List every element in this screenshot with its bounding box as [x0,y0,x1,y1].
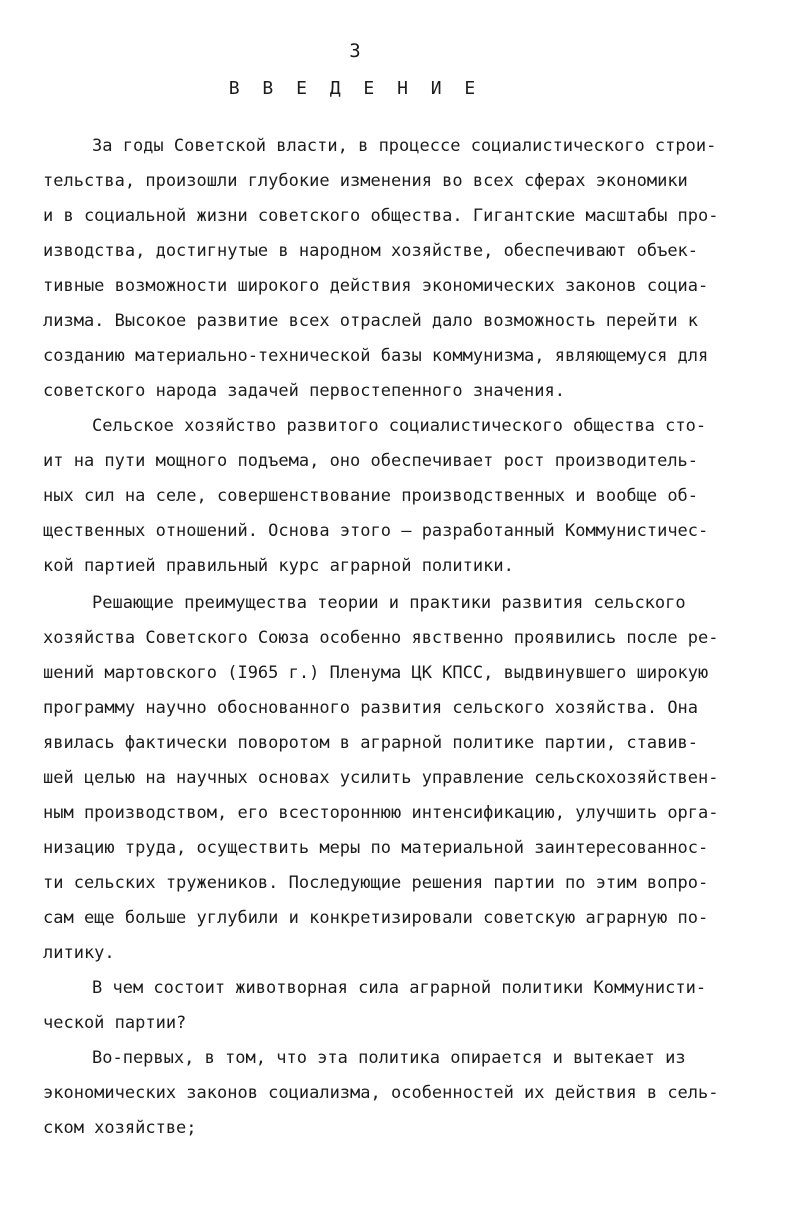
text-line: щественных отношений. Основа этого – разработанный Коммунистичес- [43,521,709,541]
text-line: советского народа задачей первостепенного значения. [43,381,565,401]
text-line: сам еще больше углубили и конкретизировали советскую аграрную по- [43,908,709,928]
text-line: шений мартовского (I965 г.) Пленума ЦК КПСС, выдвинувшего широкую [43,663,709,683]
text-line: Сельское хозяйство развитого социалистического общества сто- [92,416,707,436]
text-line: шей целью на научных основах усилить управление сельскохозяйствен- [43,768,719,788]
text-line: ческой партии? [43,1013,187,1033]
text-line: явилась фактически поворотом в аграрной политике партии, ставив- [43,733,699,753]
page-number: 3 [349,40,361,62]
text-line: низацию труда, осуществить меры по материальной заинтересованнос- [43,838,709,858]
text-line: экономических законов социализма, особенностей их действия в сель- [43,1083,719,1103]
text-line: лизма. Высокое развитие всех отраслей дало возможность перейти к [43,311,699,331]
text-line: кой партией правильный курс аграрной политики. [43,556,514,576]
text-line: тивные возможности широкого действия экономических законов социа- [43,276,709,296]
text-line: хозяйства Советского Союза особенно явственно проявились после ре- [43,628,719,648]
text-line: программу научно обоснованного развития сельского хозяйства. Она [43,698,699,718]
text-line: ском хозяйстве; [43,1118,197,1138]
text-line: изводства, достигнутые в народном хозяйстве, обеспечивают объек- [43,241,699,261]
text-line: литику. [43,943,115,963]
text-line: ным производством, его всестороннюю интенсификацию, улучшить орга- [43,803,719,823]
text-line: ных сил на селе, совершенствование производственных и вообще об- [43,486,699,506]
text-line: В чем состоит животворная сила аграрной политики Коммунисти- [92,978,707,998]
text-line: ти сельских тружеников. Последующие решения партии по этим вопро- [43,873,709,893]
text-line: и в социальной жизни советского общества. Гигантские масштабы про- [43,206,719,226]
text-line: тельства, произошли глубокие изменения во всех сферах экономики [43,171,688,191]
text-line: Решающие преимущества теории и практики развития сельского [92,593,686,613]
text-line: созданию материально-технической базы коммунизма, являющемуся для [43,346,709,366]
text-line: ит на пути мощного подъема, оно обеспечивает рост производитель- [43,451,699,471]
section-heading: В В Е Д Е Н И Е [228,78,482,99]
text-line: За годы Советской власти, в процессе социалистического строи- [92,136,717,156]
text-line: Во-первых, в том, что эта политика опирается и вытекает из [92,1048,686,1068]
